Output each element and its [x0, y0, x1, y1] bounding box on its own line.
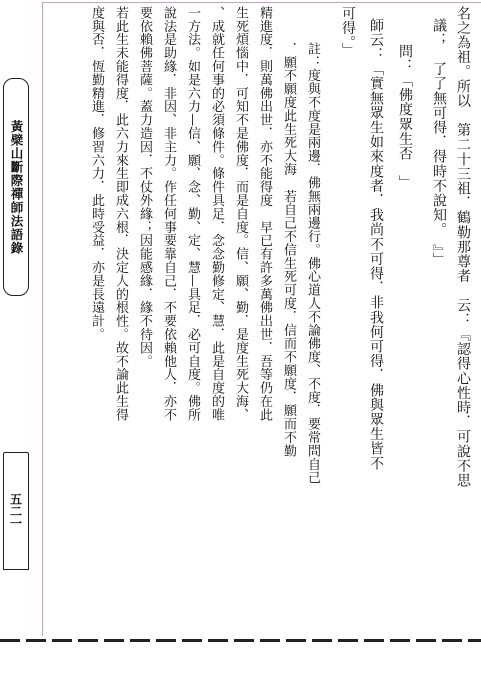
- commentary-line: 精進度．則萬佛出世．亦不能得度 早已有許多萬佛出世．吾等仍在此: [257, 6, 272, 422]
- text-column: 名之為祖。所以 第二十三祖．鶴勒那尊者 云：『認得心性時．可說不思: [455, 6, 471, 488]
- page-number: 五二一: [8, 493, 23, 529]
- commentary-line: 要依賴佛菩薩。蓋力造因．不仗外緣；因能感緣．緣不待因。: [137, 6, 152, 368]
- commentary-line: 度與否．恆勤精進．修習六力．此時受益．亦是長遠計。: [89, 6, 104, 341]
- commentary-heading: 註：度與不度是兩邊．佛無兩邊行。佛心道人不論佛度、不度．要常問自己: [305, 42, 320, 485]
- page-top-rule: [42, 2, 481, 3]
- page-left-rule: [42, 2, 43, 636]
- page-number-tab: [3, 452, 29, 570]
- commentary-line: 說法是助緣．非因、非主力。作任何事要靠自己．不要依賴他人．亦不: [161, 6, 176, 422]
- master-answer: 師云：「實無眾生如來度者．我尚不可得．非我何可得．佛與眾生皆不: [368, 18, 384, 471]
- bottom-rule: [0, 639, 481, 642]
- text-column: 可得。」: [340, 6, 356, 58]
- book-title-tab: [3, 78, 29, 296]
- commentary-line: 、成就任何事的必須條件。條件具足．念念勤修定、慧．此是自度的唯: [209, 6, 224, 422]
- question-line: 問：「佛度眾生否 」: [397, 44, 413, 190]
- commentary-line: 生死煩惱中．可知不是佛度．而是自度。信、願、勤．是度生死大海、: [233, 6, 248, 422]
- commentary-line: ．願不願度此生死大海 若自己不信生死可度．信而不願度．願而不勤: [281, 42, 296, 458]
- text-column: 議； 了了無可得．得時不說知。 』」: [431, 18, 447, 267]
- book-title: 黃檗山斷際禪師法語錄: [9, 119, 24, 255]
- commentary-line: 若此生未能得度．此六力來生即成六根．決定人的根性。故不論此生得: [113, 6, 128, 422]
- commentary-line: 一方法。如是六力—信、願、念、勤、定、慧—具足．必可自度。佛所: [185, 6, 200, 422]
